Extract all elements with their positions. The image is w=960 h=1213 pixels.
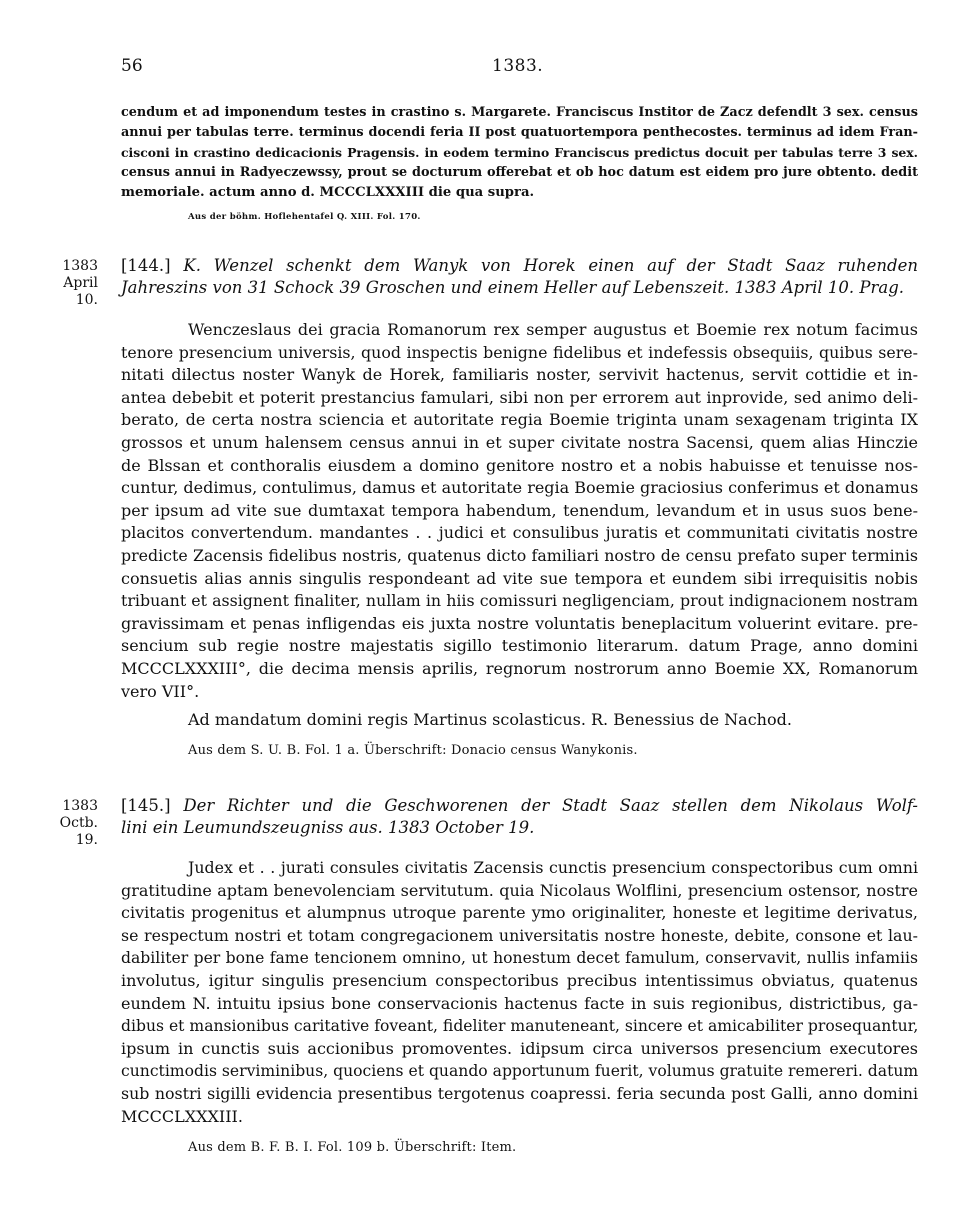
body-line: gravissimam et penas infligendas eis juxta nostre voluntatis beneplacitum voluerint evitare. pre- — [121, 613, 918, 633]
body-line: involutus, igitur singulis presencium conspectoribus precibus intentissimus obviatus, quatenus — [121, 970, 918, 990]
body-line: placitos convertendum. mandantes . . judici et consulibus juratis et communitati civitatis nostre — [121, 523, 918, 543]
document-heading-145 — [121, 795, 918, 839]
body-line: vero VII°. — [121, 681, 200, 701]
document-number: [144.] — [121, 256, 171, 275]
previous-entry-text — [121, 103, 918, 203]
document-number: [145.] — [121, 796, 171, 815]
body-line: de Blssan et conthoralis eiusdem a domino genitore nostro et a nobis habuisse et tenuisse nos- — [121, 455, 918, 475]
body-line: antea debebit et poterit prestancius famulari, sibi non per errorem aut inprovide, sed animo deli- — [121, 387, 918, 407]
text-line: cisconi in crastino dedicacionis Pragensis. in eodem termino Franciscus predictus docuit per tabulas terre 3 sex. — [121, 145, 918, 160]
text-line: annui per tabulas terre. terminus docendi feria II post quatuortempora penthecostes. terminus ad idem Fran- — [121, 125, 918, 140]
mandatum-line: Ad mandatum domini regis Martinus scolasticus. R. Benessius de Nachod. — [188, 710, 792, 729]
text-line: cendum et ad imponendum testes in crastino s. Margarete. Franciscus Institor de Zacz defendlt 3 sex. census — [121, 105, 918, 120]
body-line: MCCCLXXXIII°, die decima mensis aprilis, regnorum nostrorum anno Boemie XX, Romanorum — [121, 658, 918, 678]
margin-year: 1383 — [62, 258, 98, 274]
page-number: 56 — [121, 56, 143, 76]
body-line: Wenczeslaus dei gracia Romanorum rex semper augustus et Boemie rex notum facimus — [188, 320, 918, 339]
margin-date-145 — [46, 798, 98, 849]
document-body-145 — [121, 857, 918, 1128]
body-line: sub nostri sigilli evidencia presentibus tergotenus coapressi. feria secunda post Galli, anno domini — [121, 1083, 918, 1103]
text-line: memoriale. actum anno d. MCCCLXXXIII die qua supra. — [121, 185, 535, 200]
body-line: per ipsum ad vite sue dumtaxat tempora habendum, tenendum, levandum et in usus suos bene- — [121, 500, 918, 520]
body-line: berato, de certa nostra sciencia et autoritate regia Boemie triginta unam sexagenam triginta IX — [121, 410, 918, 430]
body-line: dabiliter per bone fame tencionem omnino, ut honestum decet famulum, conservavit, nullis infamiis — [121, 949, 918, 968]
heading-text: Jahreszins von 31 Schock 39 Groschen und einem Heller auf Lebenszeit. 1383 April 10. Prag. — [121, 278, 905, 297]
heading-line — [121, 817, 918, 839]
margin-year: 1383 — [62, 798, 98, 814]
document-heading-144 — [121, 255, 918, 299]
body-line: tenore presencium universis, quod inspectis benigne fidelibus et indefessis obsequiis, quibus sere- — [121, 342, 918, 362]
body-line: nitati dilectus noster Wanyk de Horek, familiaris noster, servivit hactenus, servit cottidie et in- — [121, 365, 918, 385]
body-line: predicte Zacensis fidelibus nostris, quatenus dicto familiari nostro de censu prefato super terminis — [121, 545, 918, 565]
heading-line — [121, 795, 918, 817]
heading-line — [121, 277, 918, 299]
body-line: gratitudine aptam benevolenciam servitutum. quia Nicolaus Wolflini, presencium ostensor, nostre — [121, 880, 918, 900]
body-line: dibus et mansionibus caritative foveant, fideliter manuteneant, sincere et amicabiliter prosequantur, — [121, 1017, 919, 1036]
body-line: grossos et unum halensem census annui in et super civitate nostra Sacensi, quem alias Hinczie — [121, 432, 918, 452]
heading-text: K. Wenzel schenkt dem Wanyk von Horek einen auf der Stadt Saaz ruhenden — [183, 256, 918, 275]
margin-day: April 10. — [63, 275, 98, 308]
body-line: civitatis progenitus et alumpnus utroque parente ymo originaliter, honeste et legitime derivatus, — [121, 903, 918, 923]
body-line: sencium sub regie nostre majestatis sigillo testimonio literarum. datum Prage, anno domini — [121, 636, 918, 656]
margin-day: Octb. 19. — [59, 815, 98, 848]
body-line: ipsum in cunctis suis accionibus promoventes. idipsum circa universos presencium executores — [121, 1038, 918, 1058]
body-line: se respectum nostri et totam congregacionem universitatis nostre honeste, debite, consone et lau- — [121, 925, 918, 945]
heading-text: lini ein Leumundszeugniss aus. 1383 October 19. — [121, 818, 535, 837]
body-line: tribuant et assignent finaliter, nullam in hiis comissuri negligenciam, prout indignacionem nostram — [121, 591, 918, 611]
text-line: census annui in Radyeczewssy, prout se docturum offerebat et ob hoc datum est eidem pro jure obtento. dedit — [121, 165, 918, 180]
heading-text: Der Richter und die Geschworenen der Stadt Saaz stellen dem Nikolaus Wolf- — [183, 796, 918, 815]
document-source-144: Aus dem S. U. B. Fol. 1 a. Überschrift: Donacio census Wanykonis. — [188, 743, 638, 758]
body-line: MCCCLXXXIII. — [121, 1106, 243, 1126]
heading-line — [121, 255, 918, 277]
body-line: consuetis alias annis singulis respondeant ad vite sue tempora et eundem sibi irrequisitis nobis — [121, 568, 918, 588]
document-body-144 — [121, 319, 918, 703]
margin-date-144 — [46, 258, 98, 309]
body-line: Judex et . . jurati consules civitatis Zacensis cunctis presencium conspectoribus cum omni — [188, 858, 918, 877]
running-head-year: 1383. — [492, 56, 544, 76]
document-source-145: Aus dem B. F. B. I. Fol. 109 b. Überschrift: Item. — [188, 1140, 517, 1155]
body-line: cunctimodis serviminibus, quociens et quando apportunum fuerit, volumus gratuite remereri. datum — [121, 1062, 919, 1081]
body-line: cuntur, dedimus, contulimus, damus et autoritate regia Boemie graciosius conferimus et donamus — [121, 478, 919, 498]
previous-entry-source: Aus der böhm. Hoflehentafel Q. XIII. Fol. 170. — [188, 212, 421, 222]
body-line: eundem N. intuitu ipsius bone conservacionis hactenus facte in suis regionibus, districtibus, ga- — [121, 993, 918, 1013]
